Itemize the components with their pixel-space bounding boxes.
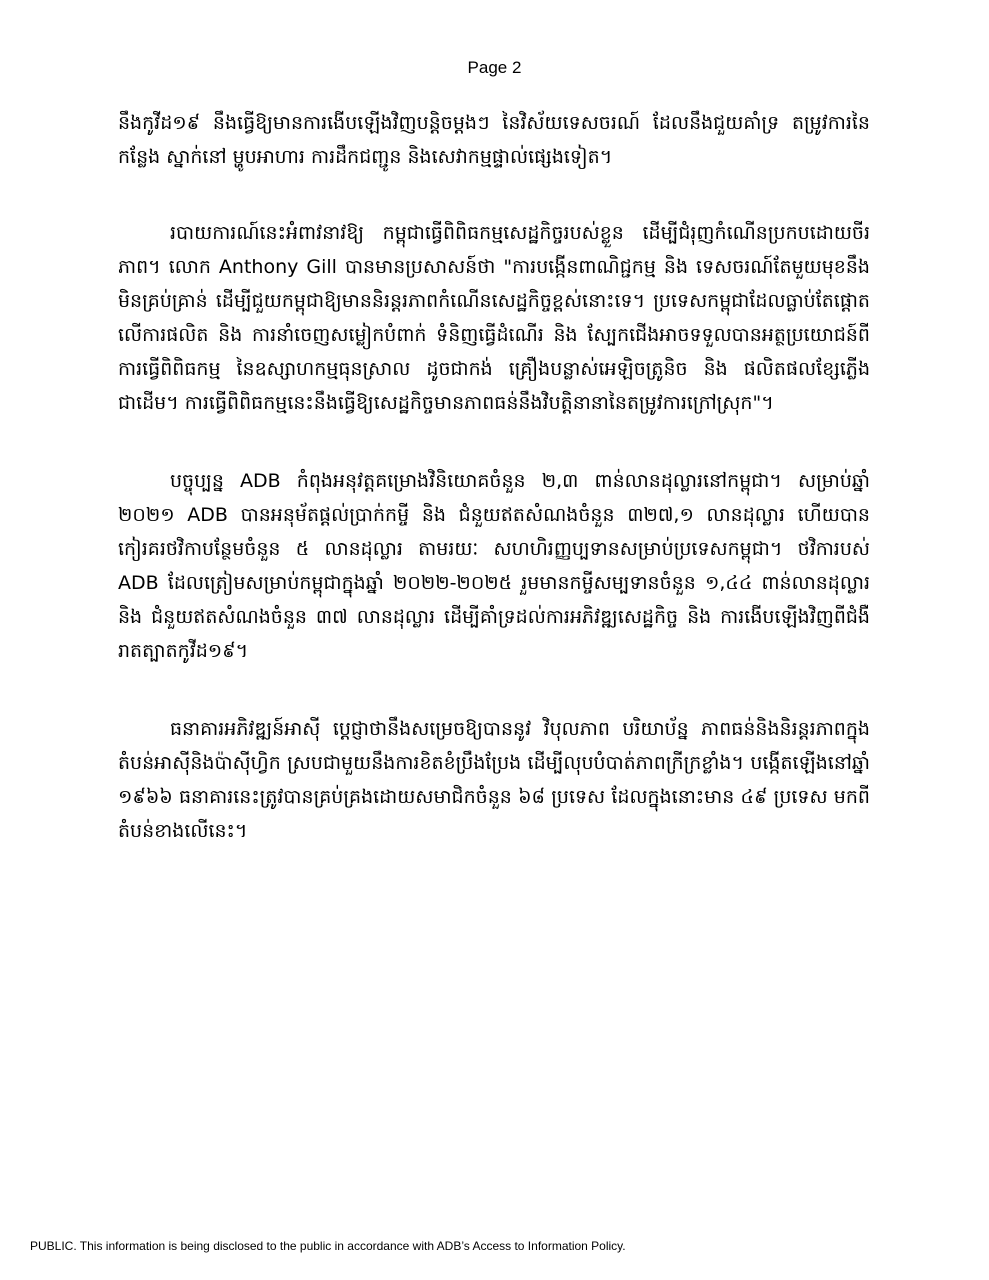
paragraph-adb-about: ធនាគារអភិវឌ្ឍន៍អាស៊ី ប្ដេជ្ញាថានឹងសម្រេចឱ្យបាននូវ វិបុលភាព បរិយាប័ន្ន ភាពធន់និងនិរន្តរភាពក្នុងតំបន់អាស៊ីនិងប៉ាស៊ីហ្វិក ស្របជាមួយនឹងការខិតខំប្រឹងប្រែង ដើម្បីលុបបំបាត់ភាពក្រីក្រខ្លាំង។ បង្កើតឡើងនៅឆ្នាំ ១៩៦៦ ធនាគារនេះត្រូវបានគ្រប់គ្រងដោយសមាជិកចំនួន ៦៨ ប្រទេស ដែលក្នុងនោះមាន ៤៩ ប្រទេស មកពីតំបន់ខាងលើនេះ។	[118, 718, 870, 842]
document-body	[118, 106, 870, 892]
disclosure-footer: PUBLIC. This information is being disclosed to the public in accordance with ADB’s Access to Information Policy.	[30, 1239, 626, 1253]
page-number: Page 2	[467, 58, 522, 77]
paragraph-adb-investment: បច្ចុប្បន្ន ADB កំពុងអនុវត្តគម្រោងវិនិយោគចំនួន ២,៣ ពាន់លានដុល្លារនៅកម្ពុជា។ សម្រាប់ឆ្នាំ ២០២១ ADB បានអនុម័តផ្ដល់ប្រាក់កម្ចី និង ជំនួយឥតសំណងចំនួន ៣២៧,១ លានដុល្លារ ហើយបានកៀរគរថវិកាបន្ថែមចំនួន ៥ លានដុល្លារ តាមរយៈ សហហិរញ្ញប្បទានសម្រាប់ប្រទេសកម្ពុជា។ ថវិការបស់ ADB ដែលត្រៀមសម្រាប់កម្ពុជាក្នុងឆ្នាំ ២០២២-២០២៥ រួមមានកម្ចីសម្បទានចំនួន ១,៤៤ ពាន់លានដុល្លារ និង ជំនួយឥតសំណងចំនួន ៣៧ លានដុល្លារ ដើម្បីគាំទ្រដល់ការអភិវឌ្ឍសេដ្ឋកិច្ច និង ការងើបឡើងវិញពីជំងឺរាតត្បាតកូវីដ១៩។	[118, 470, 870, 662]
paragraph-report-call: របាយការណ៍នេះអំពាវនាវឱ្យ កម្ពុជាធ្វើពិពិធកម្មសេដ្ឋកិច្ចរបស់ខ្លួន ដើម្បីជំរុញកំណើនប្រកបដោយចីរភាព។ លោក Anthony Gill បានមានប្រសាសន៍ថា "ការបង្កើនពាណិជ្ជកម្ម និង ទេសចរណ៍តែមួយមុខនឹងមិនគ្រប់គ្រាន់ ដើម្បីជួយកម្ពុជាឱ្យមាននិរន្តរភាពកំណើនសេដ្ឋកិច្ចខ្ពស់នោះទេ។ ប្រទេសកម្ពុជាដែលធ្លាប់តែផ្ដោតលើការផលិត និង ការនាំចេញសម្លៀកបំពាក់ ទំនិញធ្វើដំណើរ និង ស្បែកជើងអាចទទួលបានអត្ថប្រយោជន៍ពីការធ្វើពិពិធកម្ម នៃឧស្សាហកម្មធុនស្រាល ដូចជាកង់ គ្រឿងបន្លាស់អេឡិចត្រូនិច និង ផលិតផលខ្សែភ្លើងជាដើម។ ការធ្វើពិពិធកម្មនេះនឹងធ្វើឱ្យសេដ្ឋកិច្ចមានភាពធន់នឹងវិបត្តិនានានៃតម្រូវការក្រៅស្រុក"។	[118, 222, 870, 414]
paragraph-continuation: នឹងកូវីដ១៩ នឹងធ្វើឱ្យមានការងើបឡើងវិញបន្តិចម្ដងៗ នៃវិស័យទេសចរណ៍ ដែលនឹងជួយគាំទ្រ តម្រូវការនៃកន្លែង ស្នាក់នៅ ម្ហូបអាហារ ការដឹកជញ្ជូន និងសេវាកម្មផ្ទាល់ផ្សេងទៀត។	[118, 112, 870, 168]
